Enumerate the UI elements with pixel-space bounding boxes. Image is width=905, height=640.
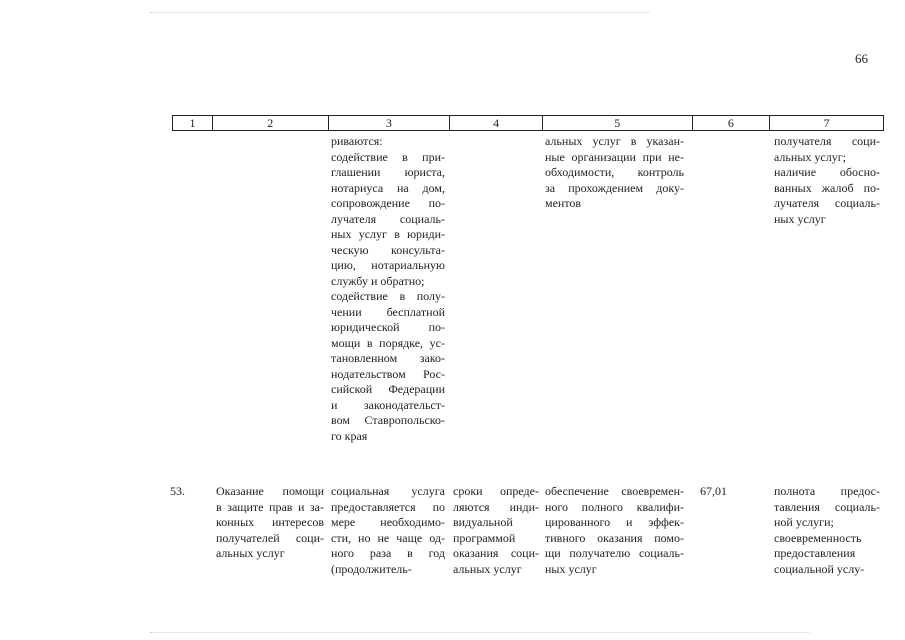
cell-line: тановленном зако-	[331, 351, 445, 365]
cell-line: глашении юриста,	[331, 165, 445, 179]
cell-line: ных услуг	[545, 561, 597, 576]
cell-line: ментов	[545, 196, 582, 210]
header-col-7: 7	[823, 116, 830, 130]
cell-line: социальная услуга	[331, 484, 445, 498]
table-header-row	[172, 115, 884, 131]
cell-line: получателей соци-	[216, 530, 324, 545]
cell-line: тивного оказания помо-	[545, 530, 684, 545]
cell-line: обходимости, контроль	[545, 165, 684, 179]
cell-line: тавления социаль-	[774, 499, 880, 514]
cell-line: альных услуг	[216, 546, 285, 560]
cell-line: альных услуг в указан-	[545, 134, 684, 148]
cell-line: ляются инди-	[453, 499, 539, 514]
header-col-5: 5	[543, 116, 693, 130]
cont-col3-text	[331, 134, 445, 444]
cell-line: в защите прав и за-	[216, 499, 324, 514]
cell-line: лучателя социаль-	[774, 196, 880, 210]
cell-line: (продолжитель-	[331, 561, 412, 576]
cell-line: нодательством Рос-	[331, 366, 445, 381]
cell-line: сопровождение по-	[331, 196, 445, 210]
page-number: 66	[855, 51, 868, 66]
cell-line: оказания соци-	[453, 546, 539, 560]
row53-col2-text	[216, 484, 324, 562]
cell-line: альных услуг;	[774, 149, 846, 164]
cell-line: получателя соци-	[774, 134, 880, 148]
cell-line: социальной услу-	[774, 561, 865, 576]
cell-line: ной услуги;	[774, 515, 834, 529]
cell-line: конных интересов	[216, 515, 324, 529]
cell-line: предоставляется по	[331, 499, 445, 514]
cell-line: риваются:	[331, 134, 383, 148]
cell-line: программой	[453, 530, 516, 545]
cell-line: обеспечение своевремен-	[545, 484, 684, 498]
header-col-4: 4	[450, 116, 543, 130]
cell-line: юридической по-	[331, 320, 445, 334]
cell-line: сти, но не чаще од-	[331, 530, 445, 545]
cont-col7-text	[774, 134, 880, 227]
row53-col4-text	[453, 484, 539, 577]
cell-line: полнота предос-	[774, 484, 880, 498]
row53-col6-value: 67,01	[700, 484, 727, 498]
cell-line: чении бесплатной	[331, 304, 445, 319]
row53-col5-text	[545, 484, 684, 577]
cell-line: содействие в полу-	[331, 289, 445, 303]
cell-line: мощи в порядке, ус-	[331, 335, 445, 350]
cell-line: сроки опреде-	[453, 484, 539, 498]
cell-line: ных услуг в юриди-	[331, 227, 445, 241]
cont-col5-text	[545, 134, 684, 212]
header-col-6: 6	[693, 116, 771, 130]
bottom-scan-rule	[150, 632, 810, 633]
cell-line: наличие обосно-	[774, 165, 880, 179]
header-col-2: 2	[213, 116, 329, 130]
cell-line: ческую консульта-	[331, 242, 445, 257]
cell-line: нотариуса на дом,	[331, 180, 445, 195]
cell-line: ного раза в год	[331, 546, 445, 560]
cell-line: службу и обратно;	[331, 273, 425, 288]
cell-line: ные организации при не-	[545, 149, 684, 164]
top-scan-rule	[150, 12, 650, 13]
cell-line: видуальной	[453, 515, 513, 529]
cell-line: щи получателю социаль-	[545, 546, 684, 560]
cell-line: лучателя социаль-	[331, 211, 445, 226]
cell-line: содействие в при-	[331, 149, 445, 164]
cell-line: цию, нотариальную	[331, 258, 445, 272]
cell-line: ного полного квалифи-	[545, 499, 684, 514]
cell-line: за прохождением доку-	[545, 180, 684, 195]
cell-line: Оказание помощи	[216, 484, 324, 498]
cell-line: предоставления	[774, 546, 856, 560]
cell-line: цированного и эффек-	[545, 515, 684, 529]
cell-line: вом Ставропольско-	[331, 413, 445, 427]
cell-line: го края	[331, 428, 368, 443]
row53-number: 53.	[170, 484, 185, 498]
cell-line: ванных жалоб по-	[774, 180, 880, 195]
cell-line: ных услуг	[774, 211, 826, 226]
cell-line: сийской Федерации	[331, 382, 445, 396]
row53-col7-text	[774, 484, 880, 577]
cell-line: мере необходимо-	[331, 515, 445, 529]
header-col-1: 1	[173, 116, 213, 130]
row53-col3-text	[331, 484, 445, 577]
header-col-3: 3	[329, 116, 451, 130]
cell-line: альных услуг	[453, 561, 522, 576]
cell-line: и законодательст-	[331, 397, 445, 412]
cell-line: своевременность	[774, 530, 862, 545]
